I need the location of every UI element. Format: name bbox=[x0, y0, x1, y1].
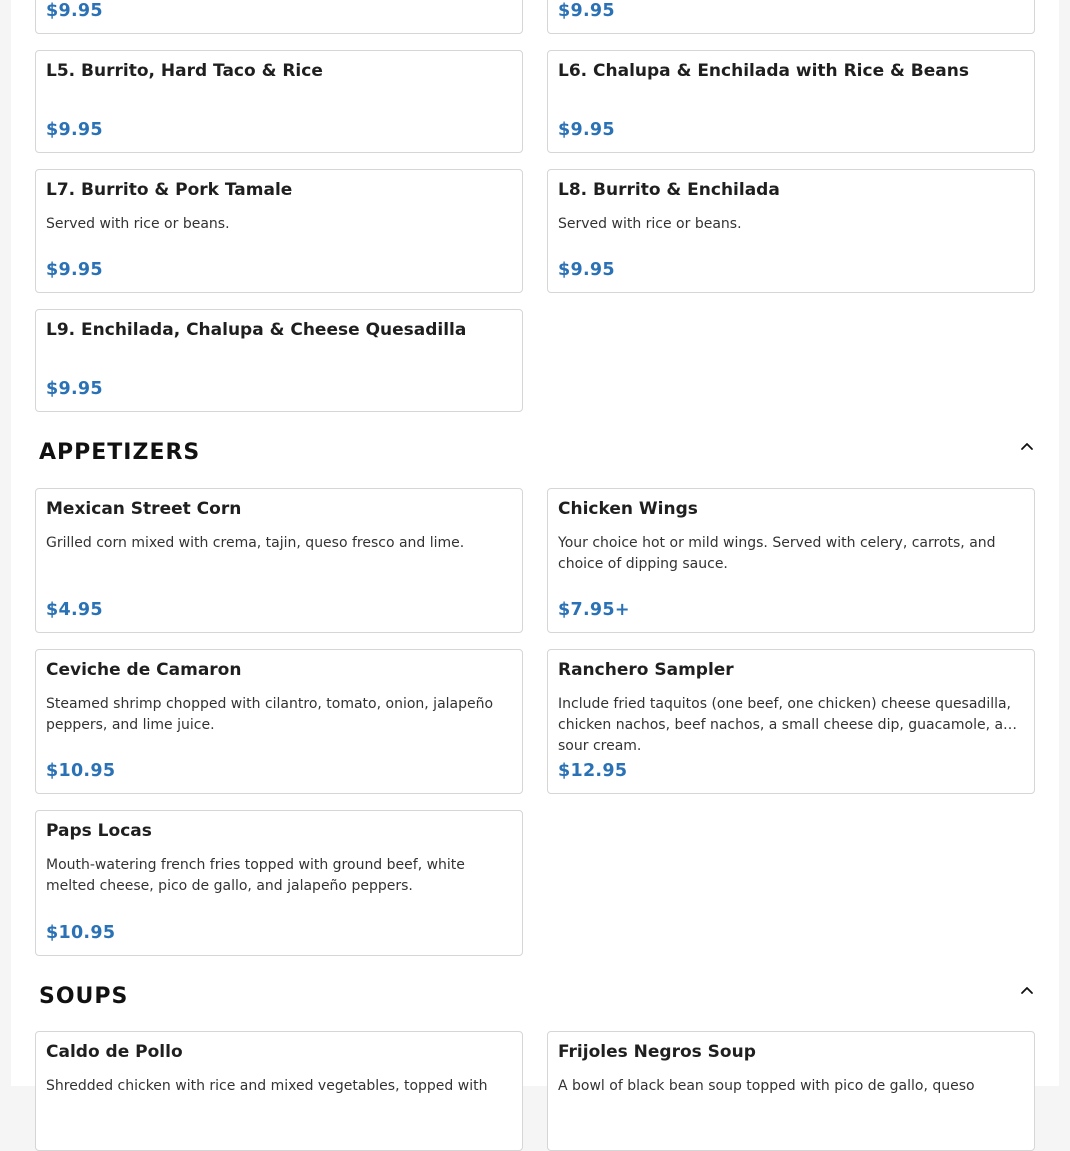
item-name: Ceviche de Camaron bbox=[46, 660, 242, 680]
item-name: L6. Chalupa & Enchilada with Rice & Beans bbox=[558, 61, 969, 81]
item-price: $9.95 bbox=[558, 1, 615, 21]
item-price: $4.95 bbox=[46, 600, 103, 620]
item-price: $9.95 bbox=[46, 1, 103, 21]
item-description: Mouth-watering french fries topped with ground beef, white melted cheese, pico de gallo, and jalapeño peppers. bbox=[46, 857, 465, 894]
menu-item-card[interactable] bbox=[547, 0, 1035, 34]
item-price: $10.95 bbox=[46, 761, 116, 781]
menu-item-card[interactable] bbox=[547, 488, 1035, 633]
menu-item-card[interactable] bbox=[547, 649, 1035, 794]
item-name: Ranchero Sampler bbox=[558, 660, 734, 680]
item-description: Steamed shrimp chopped with cilantro, tomato, onion, jalapeño peppers, and lime juice. bbox=[46, 696, 494, 733]
item-price: $10.95 bbox=[46, 923, 116, 943]
item-price: $9.95 bbox=[46, 120, 103, 140]
item-description: Grilled corn mixed with crema, tajin, queso fresco and lime. bbox=[46, 535, 465, 551]
item-price: $9.95 bbox=[46, 379, 103, 399]
item-name: L9. Enchilada, Chalupa & Cheese Quesadilla bbox=[46, 320, 467, 340]
chevron-up-icon[interactable] bbox=[1019, 982, 1035, 998]
item-description: Your choice hot or mild wings. Served with celery, carrots, and choice of dipping sauce. bbox=[558, 535, 996, 572]
section-title-soups: SOUPS bbox=[39, 984, 129, 1009]
menu-item-card[interactable] bbox=[547, 169, 1035, 293]
item-price: $9.95 bbox=[558, 120, 615, 140]
item-price: $9.95 bbox=[558, 260, 615, 280]
menu-item-card[interactable] bbox=[547, 50, 1035, 153]
menu-item-card[interactable] bbox=[35, 488, 523, 633]
item-description: A bowl of black bean soup topped with pico de gallo, queso bbox=[558, 1078, 975, 1094]
menu-item-card[interactable] bbox=[35, 50, 523, 153]
chevron-up-icon[interactable] bbox=[1019, 438, 1035, 454]
menu-item-card[interactable] bbox=[35, 0, 523, 34]
item-description: Served with rice or beans. bbox=[46, 216, 230, 232]
item-name: L8. Burrito & Enchilada bbox=[558, 180, 780, 200]
menu-item-card[interactable] bbox=[35, 649, 523, 794]
item-name: Caldo de Pollo bbox=[46, 1042, 183, 1062]
item-description: Include fried taquitos (one beef, one chicken) cheese quesadilla, chicken nachos, beef nachos, a small cheese dip, guacamole, and sour cream. bbox=[558, 696, 1021, 754]
menu-item-card[interactable] bbox=[547, 1031, 1035, 1151]
item-price: $9.95 bbox=[46, 260, 103, 280]
menu-item-card[interactable] bbox=[35, 810, 523, 956]
item-name: Frijoles Negros Soup bbox=[558, 1042, 756, 1062]
item-name: Chicken Wings bbox=[558, 499, 698, 519]
item-name: L7. Burrito & Pork Tamale bbox=[46, 180, 293, 200]
item-name: Paps Locas bbox=[46, 821, 152, 841]
menu-page bbox=[11, 0, 1059, 1094]
item-name: L5. Burrito, Hard Taco & Rice bbox=[46, 61, 323, 81]
menu-item-card[interactable] bbox=[35, 309, 523, 412]
item-name: Mexican Street Corn bbox=[46, 499, 242, 519]
item-description: Served with rice or beans. bbox=[558, 216, 742, 232]
section-title-appetizers: APPETIZERS bbox=[39, 440, 201, 465]
item-price: $7.95+ bbox=[558, 600, 630, 620]
menu-item-card[interactable] bbox=[35, 169, 523, 293]
item-description: Shredded chicken with rice and mixed vegetables, topped with bbox=[46, 1078, 488, 1094]
item-price: $12.95 bbox=[558, 761, 628, 781]
menu-item-card[interactable] bbox=[35, 1031, 523, 1151]
